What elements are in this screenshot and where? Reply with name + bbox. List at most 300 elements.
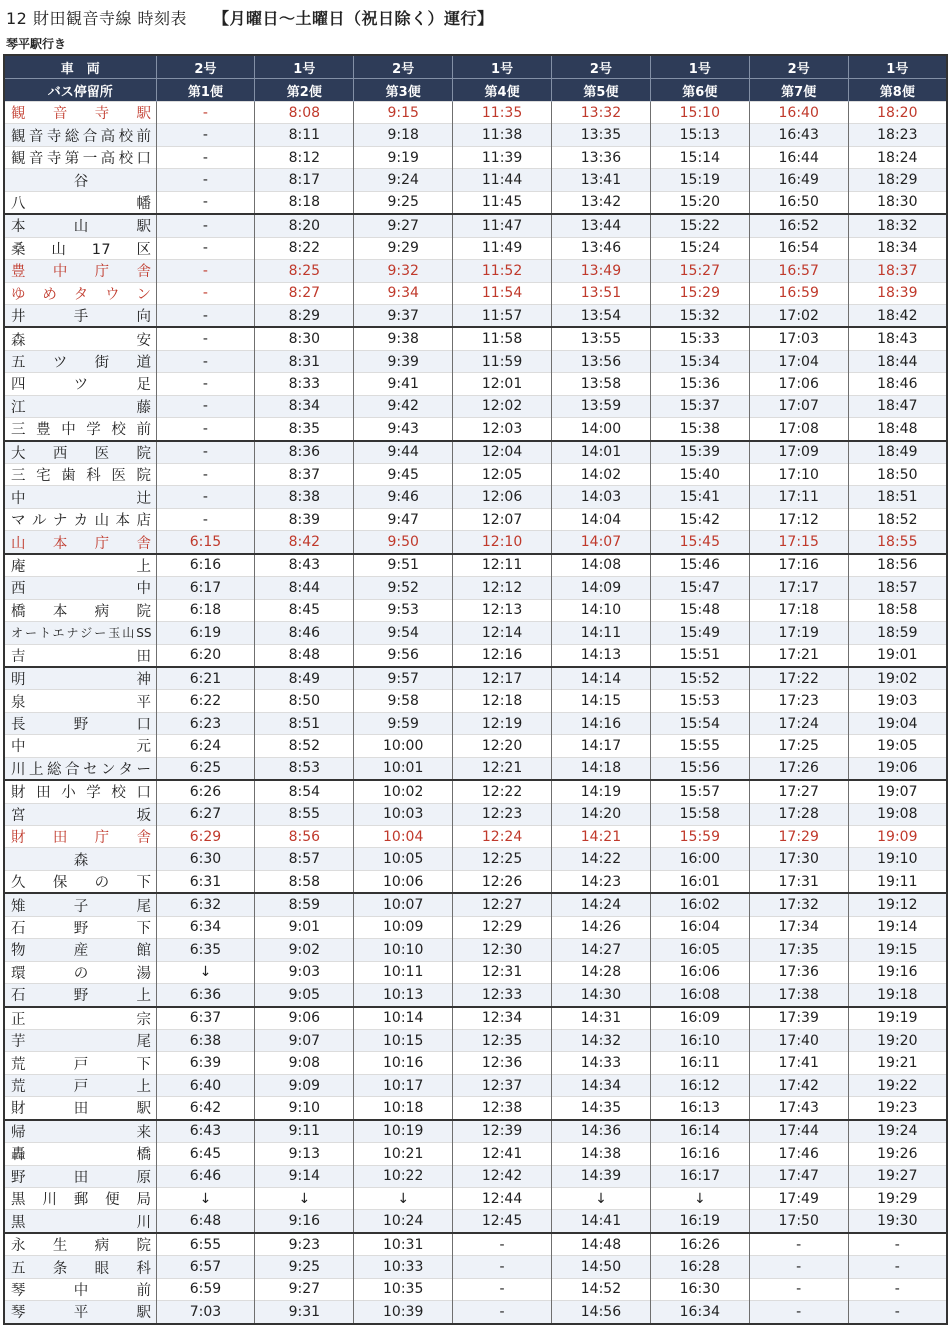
stop-name: 西中 — [4, 577, 156, 599]
departure-time: 10:05 — [354, 848, 453, 870]
departure-time: 19:21 — [848, 1052, 947, 1074]
departure-time: 13:51 — [552, 282, 651, 304]
departure-time: 12:34 — [453, 1007, 552, 1030]
departure-time: 14:10 — [552, 599, 651, 621]
departure-time: 14:33 — [552, 1052, 651, 1074]
stop-name: 本山駅 — [4, 214, 156, 237]
departure-time: 12:21 — [453, 757, 552, 780]
departure-time: 12:37 — [453, 1074, 552, 1096]
departure-time: 14:14 — [552, 667, 651, 690]
departure-time: 17:36 — [749, 961, 848, 983]
departure-time: 8:42 — [255, 531, 354, 554]
stop-name: 永生病院 — [4, 1233, 156, 1256]
stop-name: 財田駅 — [4, 1097, 156, 1120]
departure-time: 17:27 — [749, 780, 848, 803]
departure-time: 18:56 — [848, 554, 947, 577]
table-row — [4, 826, 947, 848]
departure-time: 17:49 — [749, 1188, 848, 1210]
departure-time: - — [156, 304, 255, 327]
departure-time: 12:07 — [453, 508, 552, 530]
departure-time: 13:55 — [552, 327, 651, 350]
departure-time: 11:58 — [453, 327, 552, 350]
departure-time: 16:14 — [650, 1120, 749, 1143]
departure-time: - — [749, 1278, 848, 1300]
departure-time: 14:27 — [552, 939, 651, 961]
departure-time: 15:24 — [650, 237, 749, 259]
departure-time: 15:19 — [650, 169, 749, 191]
departure-time: 13:35 — [552, 124, 651, 146]
departure-time: 6:46 — [156, 1165, 255, 1187]
departure-time: 15:29 — [650, 282, 749, 304]
departure-time: ↓ — [650, 1188, 749, 1210]
departure-time: 17:38 — [749, 984, 848, 1007]
table-row — [4, 441, 947, 464]
departure-time: 17:34 — [749, 916, 848, 938]
departure-time: 18:52 — [848, 508, 947, 530]
departure-time: 12:10 — [453, 531, 552, 554]
trip-header: 第1便 — [156, 79, 255, 102]
stop-name: 川上総合センター — [4, 757, 156, 780]
departure-time: 17:26 — [749, 757, 848, 780]
departure-time: 9:19 — [354, 146, 453, 168]
departure-time: 19:18 — [848, 984, 947, 1007]
table-row — [4, 1029, 947, 1051]
table-row — [4, 282, 947, 304]
vehicle-header: 1号 — [255, 55, 354, 79]
departure-time: - — [156, 395, 255, 417]
departure-time: 12:14 — [453, 622, 552, 644]
departure-time: 9:47 — [354, 508, 453, 530]
departure-time: 18:29 — [848, 169, 947, 191]
departure-time: 8:44 — [255, 577, 354, 599]
departure-time: 9:38 — [354, 327, 453, 350]
stop-name: マルナカ山本店 — [4, 508, 156, 530]
stop-name: 長野口 — [4, 712, 156, 734]
table-row — [4, 169, 947, 191]
stop-name: 三宅歯科医院 — [4, 464, 156, 486]
schedule-note: 【月曜日～土曜日（祝日除く）運行】 — [213, 9, 494, 28]
trip-header: 第5便 — [552, 79, 651, 102]
departure-time: 17:08 — [749, 418, 848, 441]
departure-time: 12:12 — [453, 577, 552, 599]
departure-time: 10:14 — [354, 1007, 453, 1030]
departure-time: - — [749, 1256, 848, 1278]
departure-time: - — [453, 1256, 552, 1278]
departure-time: - — [156, 350, 255, 372]
table-row — [4, 577, 947, 599]
stop-name: 橋本病院 — [4, 599, 156, 621]
departure-time: 17:30 — [749, 848, 848, 870]
departure-time: 13:41 — [552, 169, 651, 191]
departure-time: 16:44 — [749, 146, 848, 168]
table-row — [4, 916, 947, 938]
departure-time: 14:20 — [552, 803, 651, 825]
stop-name: 財田庁舎 — [4, 826, 156, 848]
departure-time: 14:56 — [552, 1301, 651, 1324]
departure-time: 6:35 — [156, 939, 255, 961]
stop-name: 八幡 — [4, 191, 156, 214]
departure-time: 9:24 — [354, 169, 453, 191]
table-row — [4, 1007, 947, 1030]
departure-time: 9:54 — [354, 622, 453, 644]
departure-time: 13:32 — [552, 102, 651, 124]
departure-time: 8:33 — [255, 373, 354, 395]
table-row — [4, 214, 947, 237]
departure-time: 9:15 — [354, 102, 453, 124]
departure-time: 17:44 — [749, 1120, 848, 1143]
departure-time: 17:31 — [749, 870, 848, 893]
departure-time: 6:31 — [156, 870, 255, 893]
timetable-body — [4, 102, 947, 1324]
departure-time: 15:14 — [650, 146, 749, 168]
departure-time: - — [848, 1301, 947, 1324]
departure-time: 18:42 — [848, 304, 947, 327]
departure-time: 9:39 — [354, 350, 453, 372]
departure-time: 8:50 — [255, 690, 354, 712]
departure-time: 12:30 — [453, 939, 552, 961]
departure-time: 14:09 — [552, 577, 651, 599]
departure-time: 15:54 — [650, 712, 749, 734]
departure-time: 8:55 — [255, 803, 354, 825]
departure-time: 16:26 — [650, 1233, 749, 1256]
departure-time: 6:17 — [156, 577, 255, 599]
departure-time: ↓ — [552, 1188, 651, 1210]
departure-time: 15:48 — [650, 599, 749, 621]
departure-time: 9:34 — [354, 282, 453, 304]
departure-time: 9:06 — [255, 1007, 354, 1030]
departure-time: 12:13 — [453, 599, 552, 621]
trip-header: 第4便 — [453, 79, 552, 102]
departure-time: 12:17 — [453, 667, 552, 690]
departure-time: 16:40 — [749, 102, 848, 124]
departure-time: - — [156, 508, 255, 530]
departure-time: 14:21 — [552, 826, 651, 848]
stop-name: 財田小学校口 — [4, 780, 156, 803]
stop-name: 環の湯 — [4, 961, 156, 983]
departure-time: 19:03 — [848, 690, 947, 712]
departure-time: 19:23 — [848, 1097, 947, 1120]
departure-time: 9:43 — [354, 418, 453, 441]
departure-time: - — [156, 327, 255, 350]
departure-time: 19:24 — [848, 1120, 947, 1143]
departure-time: 12:19 — [453, 712, 552, 734]
departure-time: - — [749, 1233, 848, 1256]
departure-time: 17:12 — [749, 508, 848, 530]
departure-time: 17:25 — [749, 735, 848, 757]
departure-time: 15:34 — [650, 350, 749, 372]
departure-time: 9:23 — [255, 1233, 354, 1256]
departure-time: 6:48 — [156, 1210, 255, 1233]
departure-time: 9:53 — [354, 599, 453, 621]
departure-time: 16:08 — [650, 984, 749, 1007]
departure-time: 16:12 — [650, 1074, 749, 1096]
table-row — [4, 644, 947, 667]
table-row — [4, 939, 947, 961]
stop-name: 雉子尾 — [4, 893, 156, 916]
departure-time: 19:16 — [848, 961, 947, 983]
table-row — [4, 146, 947, 168]
table-row — [4, 304, 947, 327]
departure-time: 10:35 — [354, 1278, 453, 1300]
departure-time: 8:22 — [255, 237, 354, 259]
departure-time: 12:35 — [453, 1029, 552, 1051]
departure-time: 19:19 — [848, 1007, 947, 1030]
departure-time: 10:39 — [354, 1301, 453, 1324]
page-title — [6, 6, 494, 29]
table-row — [4, 1210, 947, 1233]
departure-time: 9:52 — [354, 577, 453, 599]
stop-name: 観音寺第一高校口 — [4, 146, 156, 168]
departure-time: 9:10 — [255, 1097, 354, 1120]
departure-time: 9:09 — [255, 1074, 354, 1096]
departure-time: 10:04 — [354, 826, 453, 848]
departure-time: 15:40 — [650, 464, 749, 486]
stop-name: 轟橋 — [4, 1143, 156, 1165]
departure-time: 10:02 — [354, 780, 453, 803]
departure-time: - — [453, 1301, 552, 1324]
departure-time: 12:42 — [453, 1165, 552, 1187]
departure-time: 8:57 — [255, 848, 354, 870]
departure-time: 15:20 — [650, 191, 749, 214]
departure-time: 6:30 — [156, 848, 255, 870]
departure-time: 16:04 — [650, 916, 749, 938]
departure-time: 16:49 — [749, 169, 848, 191]
departure-time: 6:25 — [156, 757, 255, 780]
stop-name: 四ツ足 — [4, 373, 156, 395]
stop-name: 琴平駅 — [4, 1301, 156, 1324]
vehicle-header: 2号 — [552, 55, 651, 79]
departure-time: 13:44 — [552, 214, 651, 237]
departure-time: 9:44 — [354, 441, 453, 464]
departure-time: 18:43 — [848, 327, 947, 350]
departure-time: 15:47 — [650, 577, 749, 599]
departure-time: 6:57 — [156, 1256, 255, 1278]
stop-name: 観音寺総合高校前 — [4, 124, 156, 146]
departure-time: 15:27 — [650, 260, 749, 282]
departure-time: 12:02 — [453, 395, 552, 417]
stop-name: 宮坂 — [4, 803, 156, 825]
vehicle-header: 1号 — [650, 55, 749, 79]
departure-time: 8:27 — [255, 282, 354, 304]
stop-name: 森 — [4, 848, 156, 870]
table-row — [4, 803, 947, 825]
departure-time: 16:16 — [650, 1143, 749, 1165]
departure-time: 9:11 — [255, 1120, 354, 1143]
departure-time: 12:06 — [453, 486, 552, 508]
departure-time: 19:20 — [848, 1029, 947, 1051]
departure-time: 19:29 — [848, 1188, 947, 1210]
departure-time: 17:15 — [749, 531, 848, 554]
departure-time: 6:29 — [156, 826, 255, 848]
table-row — [4, 690, 947, 712]
table-row — [4, 554, 947, 577]
departure-time: - — [156, 146, 255, 168]
departure-time: ↓ — [156, 961, 255, 983]
departure-time: 19:22 — [848, 1074, 947, 1096]
departure-time: 6:34 — [156, 916, 255, 938]
departure-time: 16:19 — [650, 1210, 749, 1233]
departure-time: - — [156, 441, 255, 464]
departure-time: 14:28 — [552, 961, 651, 983]
departure-time: 18:46 — [848, 373, 947, 395]
departure-time: 15:45 — [650, 531, 749, 554]
departure-time: 17:41 — [749, 1052, 848, 1074]
departure-time: 14:19 — [552, 780, 651, 803]
departure-time: 9:29 — [354, 237, 453, 259]
departure-time: 8:37 — [255, 464, 354, 486]
departure-time: 9:46 — [354, 486, 453, 508]
departure-time: 16:54 — [749, 237, 848, 259]
departure-time: 6:22 — [156, 690, 255, 712]
departure-time: 19:12 — [848, 893, 947, 916]
departure-time: 10:19 — [354, 1120, 453, 1143]
departure-time: 8:08 — [255, 102, 354, 124]
departure-time: 6:24 — [156, 735, 255, 757]
stop-name: 泉平 — [4, 690, 156, 712]
departure-time: - — [156, 191, 255, 214]
departure-time: 12:16 — [453, 644, 552, 667]
departure-time: 14:04 — [552, 508, 651, 530]
table-row — [4, 486, 947, 508]
departure-time: 19:05 — [848, 735, 947, 757]
departure-time: 11:57 — [453, 304, 552, 327]
departure-time: 8:12 — [255, 146, 354, 168]
departure-time: 10:18 — [354, 1097, 453, 1120]
departure-time: 17:23 — [749, 690, 848, 712]
departure-time: 14:08 — [552, 554, 651, 577]
departure-time: 13:54 — [552, 304, 651, 327]
table-row — [4, 373, 947, 395]
departure-time: 12:26 — [453, 870, 552, 893]
departure-time: 9:58 — [354, 690, 453, 712]
departure-time: 14:52 — [552, 1278, 651, 1300]
departure-time: 15:36 — [650, 373, 749, 395]
departure-time: 14:13 — [552, 644, 651, 667]
table-row — [4, 712, 947, 734]
departure-time: 11:44 — [453, 169, 552, 191]
departure-time: - — [749, 1301, 848, 1324]
departure-time: 10:00 — [354, 735, 453, 757]
departure-time: 15:46 — [650, 554, 749, 577]
departure-time: 12:04 — [453, 441, 552, 464]
departure-time: 14:38 — [552, 1143, 651, 1165]
stop-name: 中元 — [4, 735, 156, 757]
departure-time: 15:53 — [650, 690, 749, 712]
departure-time: 18:32 — [848, 214, 947, 237]
stop-name: 五条眼科 — [4, 1256, 156, 1278]
departure-time: 9:01 — [255, 916, 354, 938]
departure-time: 11:49 — [453, 237, 552, 259]
vehicle-header-row — [4, 55, 947, 79]
departure-time: 9:50 — [354, 531, 453, 554]
vehicle-header: 2号 — [749, 55, 848, 79]
stop-name: 豊中庁舎 — [4, 260, 156, 282]
departure-time: 10:03 — [354, 803, 453, 825]
stop-name: 中辻 — [4, 486, 156, 508]
departure-time: 6:20 — [156, 644, 255, 667]
departure-time: 15:41 — [650, 486, 749, 508]
departure-time: 16:02 — [650, 893, 749, 916]
departure-time: 19:30 — [848, 1210, 947, 1233]
departure-time: 12:25 — [453, 848, 552, 870]
departure-time: 9:25 — [354, 191, 453, 214]
departure-time: 17:11 — [749, 486, 848, 508]
departure-time: 17:40 — [749, 1029, 848, 1051]
vehicle-header: 2号 — [354, 55, 453, 79]
stop-name: 五ツ街道 — [4, 350, 156, 372]
stop-name: 森安 — [4, 327, 156, 350]
stop-name: 琴中前 — [4, 1278, 156, 1300]
trip-header: 第8便 — [848, 79, 947, 102]
departure-time: 15:10 — [650, 102, 749, 124]
departure-time: 12:38 — [453, 1097, 552, 1120]
table-row — [4, 622, 947, 644]
departure-time: 17:47 — [749, 1165, 848, 1187]
departure-time: 9:37 — [354, 304, 453, 327]
departure-time: 17:46 — [749, 1143, 848, 1165]
departure-time: 12:20 — [453, 735, 552, 757]
departure-time: 16:01 — [650, 870, 749, 893]
departure-time: 12:23 — [453, 803, 552, 825]
stop-name: 黒川 — [4, 1210, 156, 1233]
departure-time: 14:23 — [552, 870, 651, 893]
departure-time: 17:28 — [749, 803, 848, 825]
stop-name: 桑山17区 — [4, 237, 156, 259]
trip-header: 第7便 — [749, 79, 848, 102]
departure-time: 15:32 — [650, 304, 749, 327]
table-row — [4, 464, 947, 486]
departure-time: 14:41 — [552, 1210, 651, 1233]
departure-time: 19:02 — [848, 667, 947, 690]
departure-time: 8:46 — [255, 622, 354, 644]
departure-time: 6:40 — [156, 1074, 255, 1096]
departure-time: 9:18 — [354, 124, 453, 146]
departure-time: 15:22 — [650, 214, 749, 237]
departure-time: 16:06 — [650, 961, 749, 983]
table-row — [4, 260, 947, 282]
departure-time: 17:50 — [749, 1210, 848, 1233]
departure-time: 9:05 — [255, 984, 354, 1007]
table-row — [4, 961, 947, 983]
stop-name: 三豊中学校前 — [4, 418, 156, 441]
stop-name: オートエナジー玉山SS — [4, 622, 156, 644]
departure-time: 12:11 — [453, 554, 552, 577]
stop-name: 井手向 — [4, 304, 156, 327]
departure-time: 14:26 — [552, 916, 651, 938]
departure-time: 13:42 — [552, 191, 651, 214]
departure-time: 6:27 — [156, 803, 255, 825]
departure-time: 13:36 — [552, 146, 651, 168]
departure-time: 9:07 — [255, 1029, 354, 1051]
departure-time: 7:03 — [156, 1301, 255, 1324]
departure-time: 6:38 — [156, 1029, 255, 1051]
departure-time: 19:06 — [848, 757, 947, 780]
table-row — [4, 1256, 947, 1278]
departure-time: 13:49 — [552, 260, 651, 282]
departure-time: - — [156, 102, 255, 124]
table-row — [4, 667, 947, 690]
departure-time: ↓ — [354, 1188, 453, 1210]
departure-time: 13:58 — [552, 373, 651, 395]
departure-time: 18:58 — [848, 599, 947, 621]
vehicle-header: 1号 — [453, 55, 552, 79]
departure-time: 16:00 — [650, 848, 749, 870]
departure-time: 6:19 — [156, 622, 255, 644]
departure-time: 14:48 — [552, 1233, 651, 1256]
departure-time: 16:13 — [650, 1097, 749, 1120]
departure-time: 9:27 — [255, 1278, 354, 1300]
stop-name: 観音寺駅 — [4, 102, 156, 124]
